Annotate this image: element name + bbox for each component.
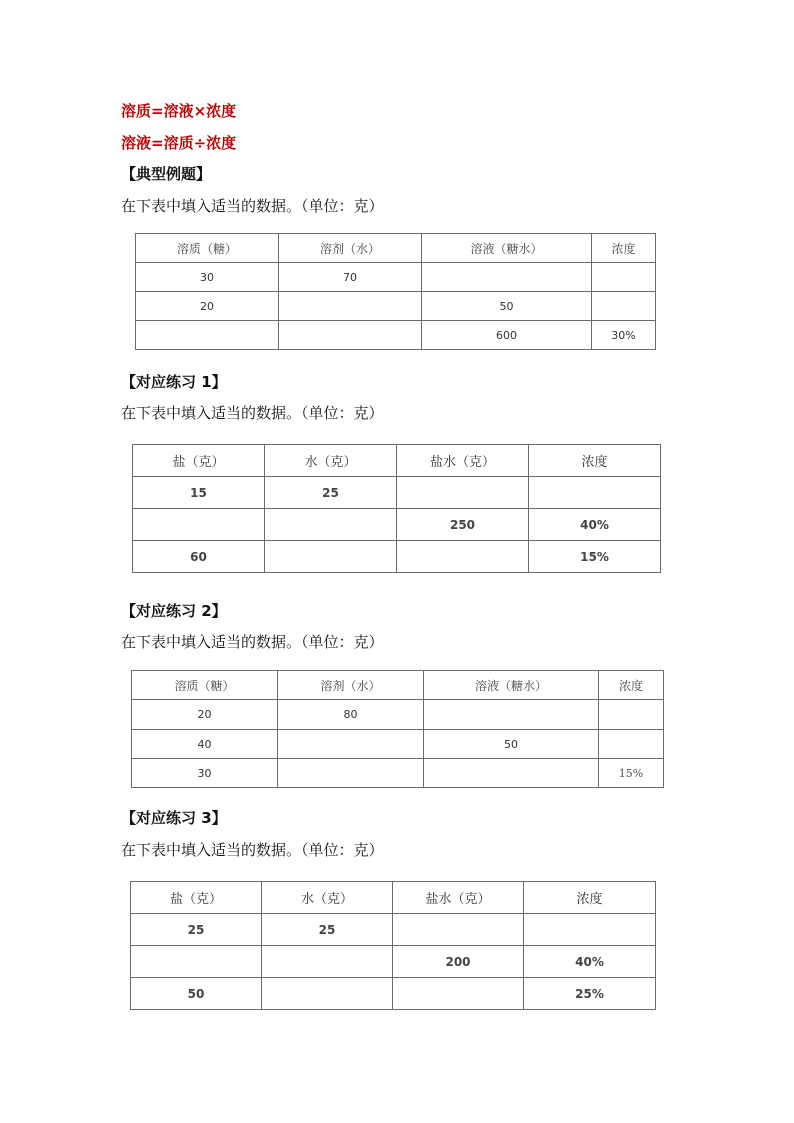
table-cell[interactable]: 50 [131,978,262,1010]
practice2-heading: 【对应练习 2】 [121,602,227,620]
table-cell[interactable]: 50 [422,292,592,321]
practice3-instruction: 在下表中填入适当的数据。（单位：克） [121,841,384,859]
table-row [132,759,664,788]
example-table [135,233,656,350]
table-cell[interactable] [424,700,599,730]
table-cell[interactable] [599,730,664,759]
header-cell: 浓度 [599,671,664,700]
table-row [131,978,656,1010]
table-row [132,730,664,759]
table-cell[interactable]: 40% [524,946,656,978]
table-cell[interactable]: 25 [131,914,262,946]
table-cell[interactable] [279,292,422,321]
table-cell[interactable] [278,759,424,788]
formula-solute: 溶质=溶液×浓度 [121,102,237,120]
table-cell[interactable] [592,292,656,321]
table-cell[interactable] [397,541,529,573]
table-cell[interactable] [262,946,393,978]
example-heading: 【典型例题】 [121,165,212,183]
table-cell[interactable] [599,700,664,730]
table-header-row [132,671,664,700]
table-cell[interactable]: 15% [529,541,661,573]
table-cell[interactable]: 80 [278,700,424,730]
table-cell[interactable] [529,477,661,509]
table-cell[interactable] [592,263,656,292]
header-cell: 浓度 [529,445,661,477]
table-cell[interactable] [424,759,599,788]
header-cell: 溶剂（水） [278,671,424,700]
header-cell: 水（克） [265,445,397,477]
table-cell[interactable] [265,509,397,541]
table-cell[interactable]: 15 [133,477,265,509]
table-cell[interactable]: 30 [132,759,278,788]
table-cell[interactable] [136,321,279,350]
table-cell[interactable]: 60 [133,541,265,573]
table-cell[interactable] [279,321,422,350]
practice2-instruction: 在下表中填入适当的数据。（单位：克） [121,633,384,651]
table-header-row [133,445,661,477]
table-row [133,541,661,573]
table-cell[interactable] [524,914,656,946]
example-instruction: 在下表中填入适当的数据。（单位：克） [121,197,384,215]
practice2-table [131,670,664,788]
header-cell: 溶剂（水） [279,234,422,263]
header-cell: 盐（克） [133,445,265,477]
table-cell[interactable]: 30 [136,263,279,292]
table-cell[interactable]: 20 [136,292,279,321]
header-cell: 水（克） [262,882,393,914]
table-cell[interactable] [393,914,524,946]
practice1-table [132,444,661,573]
practice3-table [130,881,656,1010]
table-cell[interactable]: 40 [132,730,278,759]
practice1-instruction: 在下表中填入适当的数据。（单位：克） [121,404,384,422]
table-cell[interactable]: 15% [599,759,664,788]
table-cell[interactable]: 25 [265,477,397,509]
table-cell[interactable] [265,541,397,573]
header-cell: 盐水（克） [397,445,529,477]
table-cell[interactable]: 50 [424,730,599,759]
header-cell: 溶质（糖） [132,671,278,700]
table-cell[interactable]: 25 [262,914,393,946]
practice1-heading: 【对应练习 1】 [121,373,227,391]
header-cell: 溶质（糖） [136,234,279,263]
table-row [131,946,656,978]
table-cell[interactable] [133,509,265,541]
table-cell[interactable] [397,477,529,509]
header-cell: 浓度 [592,234,656,263]
table-cell[interactable] [131,946,262,978]
table-cell[interactable] [422,263,592,292]
table-cell[interactable] [278,730,424,759]
table-row [132,700,664,730]
table-cell[interactable]: 20 [132,700,278,730]
table-header-row [136,234,656,263]
table-row [136,321,656,350]
header-cell: 浓度 [524,882,656,914]
table-cell[interactable] [393,978,524,1010]
table-cell[interactable] [262,978,393,1010]
header-cell: 盐（克） [131,882,262,914]
table-row [133,509,661,541]
table-cell[interactable]: 70 [279,263,422,292]
formula-solution: 溶液=溶质÷浓度 [121,134,237,152]
table-row [131,914,656,946]
table-cell[interactable]: 250 [397,509,529,541]
practice3-heading: 【对应练习 3】 [121,809,227,827]
table-row [133,477,661,509]
table-cell[interactable]: 30% [592,321,656,350]
table-cell[interactable]: 200 [393,946,524,978]
header-cell: 溶液（糖水） [422,234,592,263]
table-cell[interactable]: 25% [524,978,656,1010]
table-cell[interactable]: 600 [422,321,592,350]
header-cell: 溶液（糖水） [424,671,599,700]
header-cell: 盐水（克） [393,882,524,914]
table-cell[interactable]: 40% [529,509,661,541]
table-row [136,263,656,292]
table-row [136,292,656,321]
table-header-row [131,882,656,914]
